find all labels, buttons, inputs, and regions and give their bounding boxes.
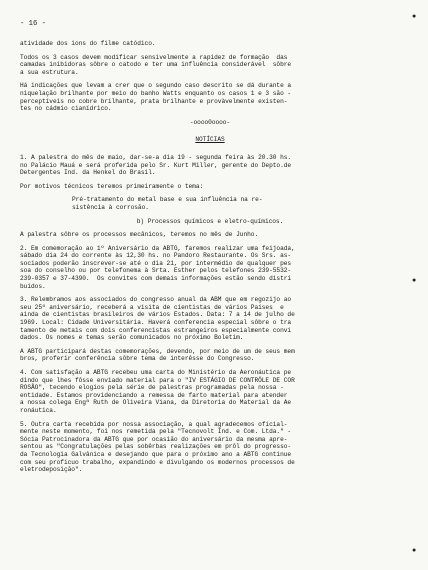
news-item-3: 3. Relembramos aos associados do congresso anual da ABM que em regozijo ao seu 25º aniversário, receberá a visita de cientistas de vários Países e ainda de cientistas brasileiros de vários Estados. Data: 7 a 14 de julho de 1969. Local: Cidade Universitária. Haverá conferencia especial sôbre o tra tamento de metais com dois conferencistas estrangeiros especialmente convi dados. Os nomes e temas serão comunicados no próximo Boletim. xyxy=(20,296,295,342)
page-number: - 16 - xyxy=(20,20,46,28)
news-item-1-intro: Por motivos técnicos teremos primeiramente o tema: xyxy=(20,182,204,190)
news-item-3-abtg: A ABTG participará destas comemorações, devendo, por meio de um de seus mem bros, proferir conferência sôbre tema de interêsse do Congresso. xyxy=(20,347,295,363)
paragraph-indicacoes: Há indicações que levam a crer que o segundo caso descrito se dá durante a niquelação brilhante por meio do banho Watts enquanto os casos 1 e 3 são - perceptíveis no cobre brilhante, prata brilhante e provàvelmente existen- tes no cádmio cianídrico. xyxy=(20,82,292,113)
news-item-1: 1. A palestra do mês de maio, dar-se-a dia 19 - segunda feira às 20.30 hs. no Palácio Mauá e será proferida pelo Sr. Kurt Miller, gerente do Depto.de Detergentes Ind. da Henkel do Brasil. xyxy=(20,153,292,177)
news-item-1-followup: A palestra sôbre os processos mecânicos, teremos no mês de Junho. xyxy=(20,231,259,239)
punch-hole-dot: ● xyxy=(412,547,417,555)
punch-hole-dot: ● xyxy=(412,13,417,21)
news-item-1-topic-a: Pré-tratamento do metal base e sua influência na re- sistência à corrosão. xyxy=(72,196,263,211)
document-body xyxy=(20,40,400,480)
news-item-5: 5. Outra carta recebida por nossa associação, a qual agradecemos oficial- mente neste momento, foi nos remetida pela "Tecnovolt Ind. e Com. Ltda." - Sócia Patrocinadora da ABTG que por ocasião do aniversário da mesma apre- sentou as "Congratulações pelas sobêrbas realizações em prôl do progresso- da Tecnologia Galvânica e desejando que para o próximo ano a ABTG continue com seu proficuo trabalho, expandindo e divulgando os modernos processos de eletrodeposição". xyxy=(20,420,295,474)
section-separator: -oooo0oooo- xyxy=(189,118,231,126)
section-title: NOTÍCIAS xyxy=(195,136,225,144)
paragraph-casos: Todos os 3 casos devem modificar sensivelmente a rapidez de formação das camadas inibidoras sôbre o catodo e ter uma influência considerável sôbre a sua estrutura. xyxy=(20,53,292,76)
paragraph-catodico: atividade dos ions do filme catódico. xyxy=(20,40,156,47)
punch-hole-dot: ● xyxy=(412,277,417,285)
news-item-1-topic-b: b) Processos químicos e eletro-químicos. xyxy=(136,217,284,225)
news-item-2: 2. Em comemoração ao 1º Aniversário da ABTG, faremos realizar uma feijoada, sábado dia 24 do corrente às 12,30 hs. no Pandoro Restaurante. Os Srs. as- sociados poderão inscrever-se até o dia 21, por intermédio de qualquer pes soa do conselho ou por telefonema à Srta. Esther pelos telefones 239-5532- 239-0357 e 37-4390. Os convites com demais informações estão sendo distri buidos. xyxy=(20,244,295,290)
news-item-4: 4. Com satisfação a ABTG recebeu uma carta do Ministério da Aeronáutica pe dindo que lhes fôsse enviado material para o "IV ESTÁGIO DE CONTRÔLE DE COR ROSÃO", tecendo elogios pela série de palestras programadas pela nossa - entidade. Estamos providenciando a remessa de farto material para atender a nossa colega Engª Ruth de Oliveira Viana, da Diretoria do Material da Ae ronáutica. xyxy=(20,369,295,414)
